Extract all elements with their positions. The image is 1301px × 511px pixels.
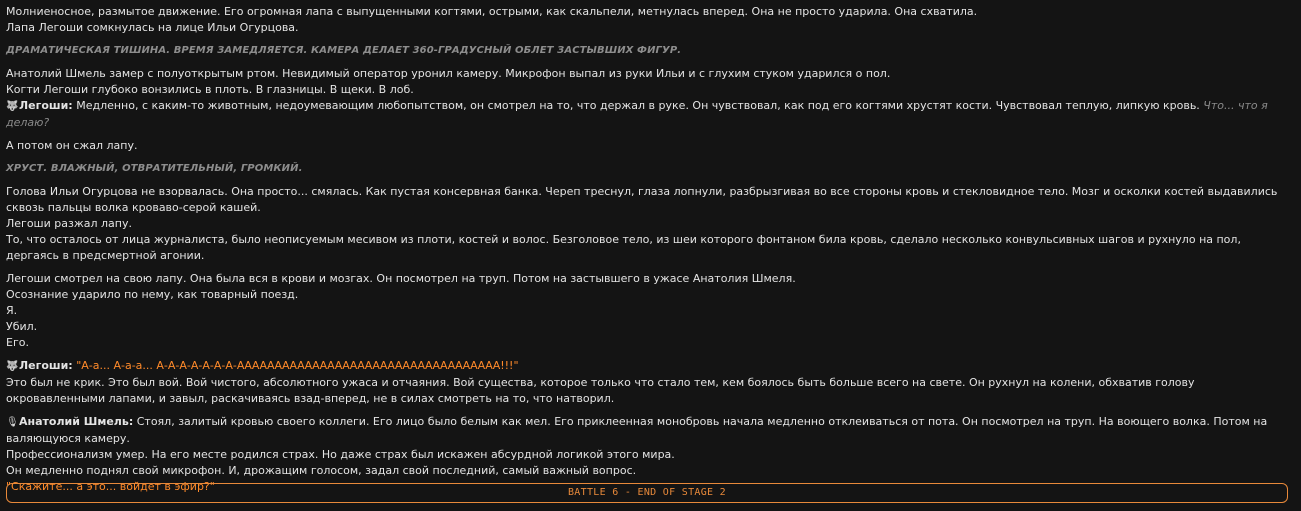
wolf-icon: 🐺	[6, 361, 19, 372]
final-quote: "Скажите... а это... войдет в эфир?"	[6, 480, 215, 493]
stage-direction: ДРАМАТИЧЕСКАЯ ТИШИНА. ВРЕМЯ ЗАМЕДЛЯЕТСЯ. КАМЕРА ДЕЛАЕТ 360-ГРАДУСНЫЙ ОБЛЕТ ЗАСТЫВШИХ ФИГУР.	[6, 45, 682, 56]
dialogue-text: Медленно, с каким-то животным, недоумевающим любопытством, он смотрел на то, что держал в руке. Он чувствовал, как под его когтями хрустят кости. Чувствовал теплую, липкую кровь.	[72, 99, 1204, 112]
speaker-name: Легоши:	[19, 99, 73, 112]
story-log	[6, 4, 1295, 495]
story-line: А потом он сжал лапу.	[6, 139, 138, 152]
dialogue-anatoly	[6, 414, 1295, 447]
microphone-icon: 🎙	[6, 417, 19, 428]
story-line: Он медленно поднял свой микрофон. И, дрожащим голосом, задал свой последний, самый важный вопрос.	[6, 464, 637, 477]
speaker-name: Анатолий Шмель:	[19, 415, 134, 428]
dialogue-legoshi	[6, 98, 1295, 131]
story-line: Это был не крик. Это был вой. Вой чистого, абсолютного ужаса и отчаяния. Вой существа, которое только что стало тем, кем боялось быть больше всего на свете. Он рухнул на колени, обхватив голову окровавленными лапами, и завыл, раскачиваясь взад-вперед, не в силах смотреть на то, что натворил.	[6, 376, 1195, 405]
story-line: Голова Ильи Огурцова не взорвалась. Она просто... смялась. Как пустая консервная банка. Череп треснул, глаза лопнули, разбрызгивая во все стороны кровь и стекловидное тело. Мозг и осколки костей выдавились сквозь пальцы волка кроваво-серой кашей.	[6, 185, 1278, 214]
scream-text: "А-а... А-а-а... А-А-А-А-А-А-А-ААААААААААААААААААААААААААААААААААА!!!"	[72, 359, 519, 372]
story-line: Легоши смотрел на свою лапу. Она была вся в крови и мозгах. Он посмотрел на труп. Потом на застывшего в ужасе Анатолия Шмеля.	[6, 272, 796, 285]
story-line: Я.	[6, 304, 18, 317]
story-line: Лапа Легоши сомкнулась на лице Ильи Огурцова.	[6, 21, 299, 34]
stage-direction: ХРУСТ. ВЛАЖНЫЙ, ОТВРАТИТЕЛЬНЫЙ, ГРОМКИЙ.	[6, 163, 303, 174]
story-line: Его.	[6, 336, 29, 349]
story-line: Когти Легоши глубоко вонзились в плоть. В глазницы. В щеки. В лоб.	[6, 83, 414, 96]
story-line: Убил.	[6, 320, 38, 333]
wolf-icon: 🐺	[6, 101, 19, 112]
story-line: Осознание ударило по нему, как товарный поезд.	[6, 288, 299, 301]
speaker-name: Легоши:	[19, 359, 73, 372]
battle-status-label: BATTLE 6 - END OF STAGE 2	[567, 487, 726, 498]
dialogue-legoshi-scream	[6, 358, 1295, 375]
dialogue-text: Стоял, залитый кровью своего коллеги. Его лицо было белым как мел. Его приклеенная монобровь начала медленно отклеиваться от пота. Он посмотрел на труп. На воющего волка. Потом на валяющуюся камеру.	[6, 415, 1268, 445]
story-line: Легоши разжал лапу.	[6, 217, 132, 230]
story-line: Профессионализм умер. На его месте родился страх. Но даже страх был искажен абсурдной логикой этого мира.	[6, 448, 675, 461]
story-line: Анатолий Шмель замер с полуоткрытым ртом. Невидимый оператор уронил камеру. Микрофон выпал из руки Ильи и с глухим стуком ударился о пол.	[6, 67, 891, 80]
battle-status-banner	[6, 483, 1288, 503]
inner-thought: Что... что я делаю?	[6, 99, 1268, 129]
story-line: То, что осталось от лица журналиста, было неописуемым месивом из плоти, костей и волос. Безголовое тело, из шеи которого фонтаном била кровь, сделало несколько конвульсивных шагов и рухнуло на пол, дергаясь в предсмертной агонии.	[6, 233, 1241, 262]
story-line: Молниеносное, размытое движение. Его огромная лапа с выпущенными когтями, острыми, как скальпели, метнулась вперед. Она не просто ударила. Она схватила.	[6, 5, 978, 18]
